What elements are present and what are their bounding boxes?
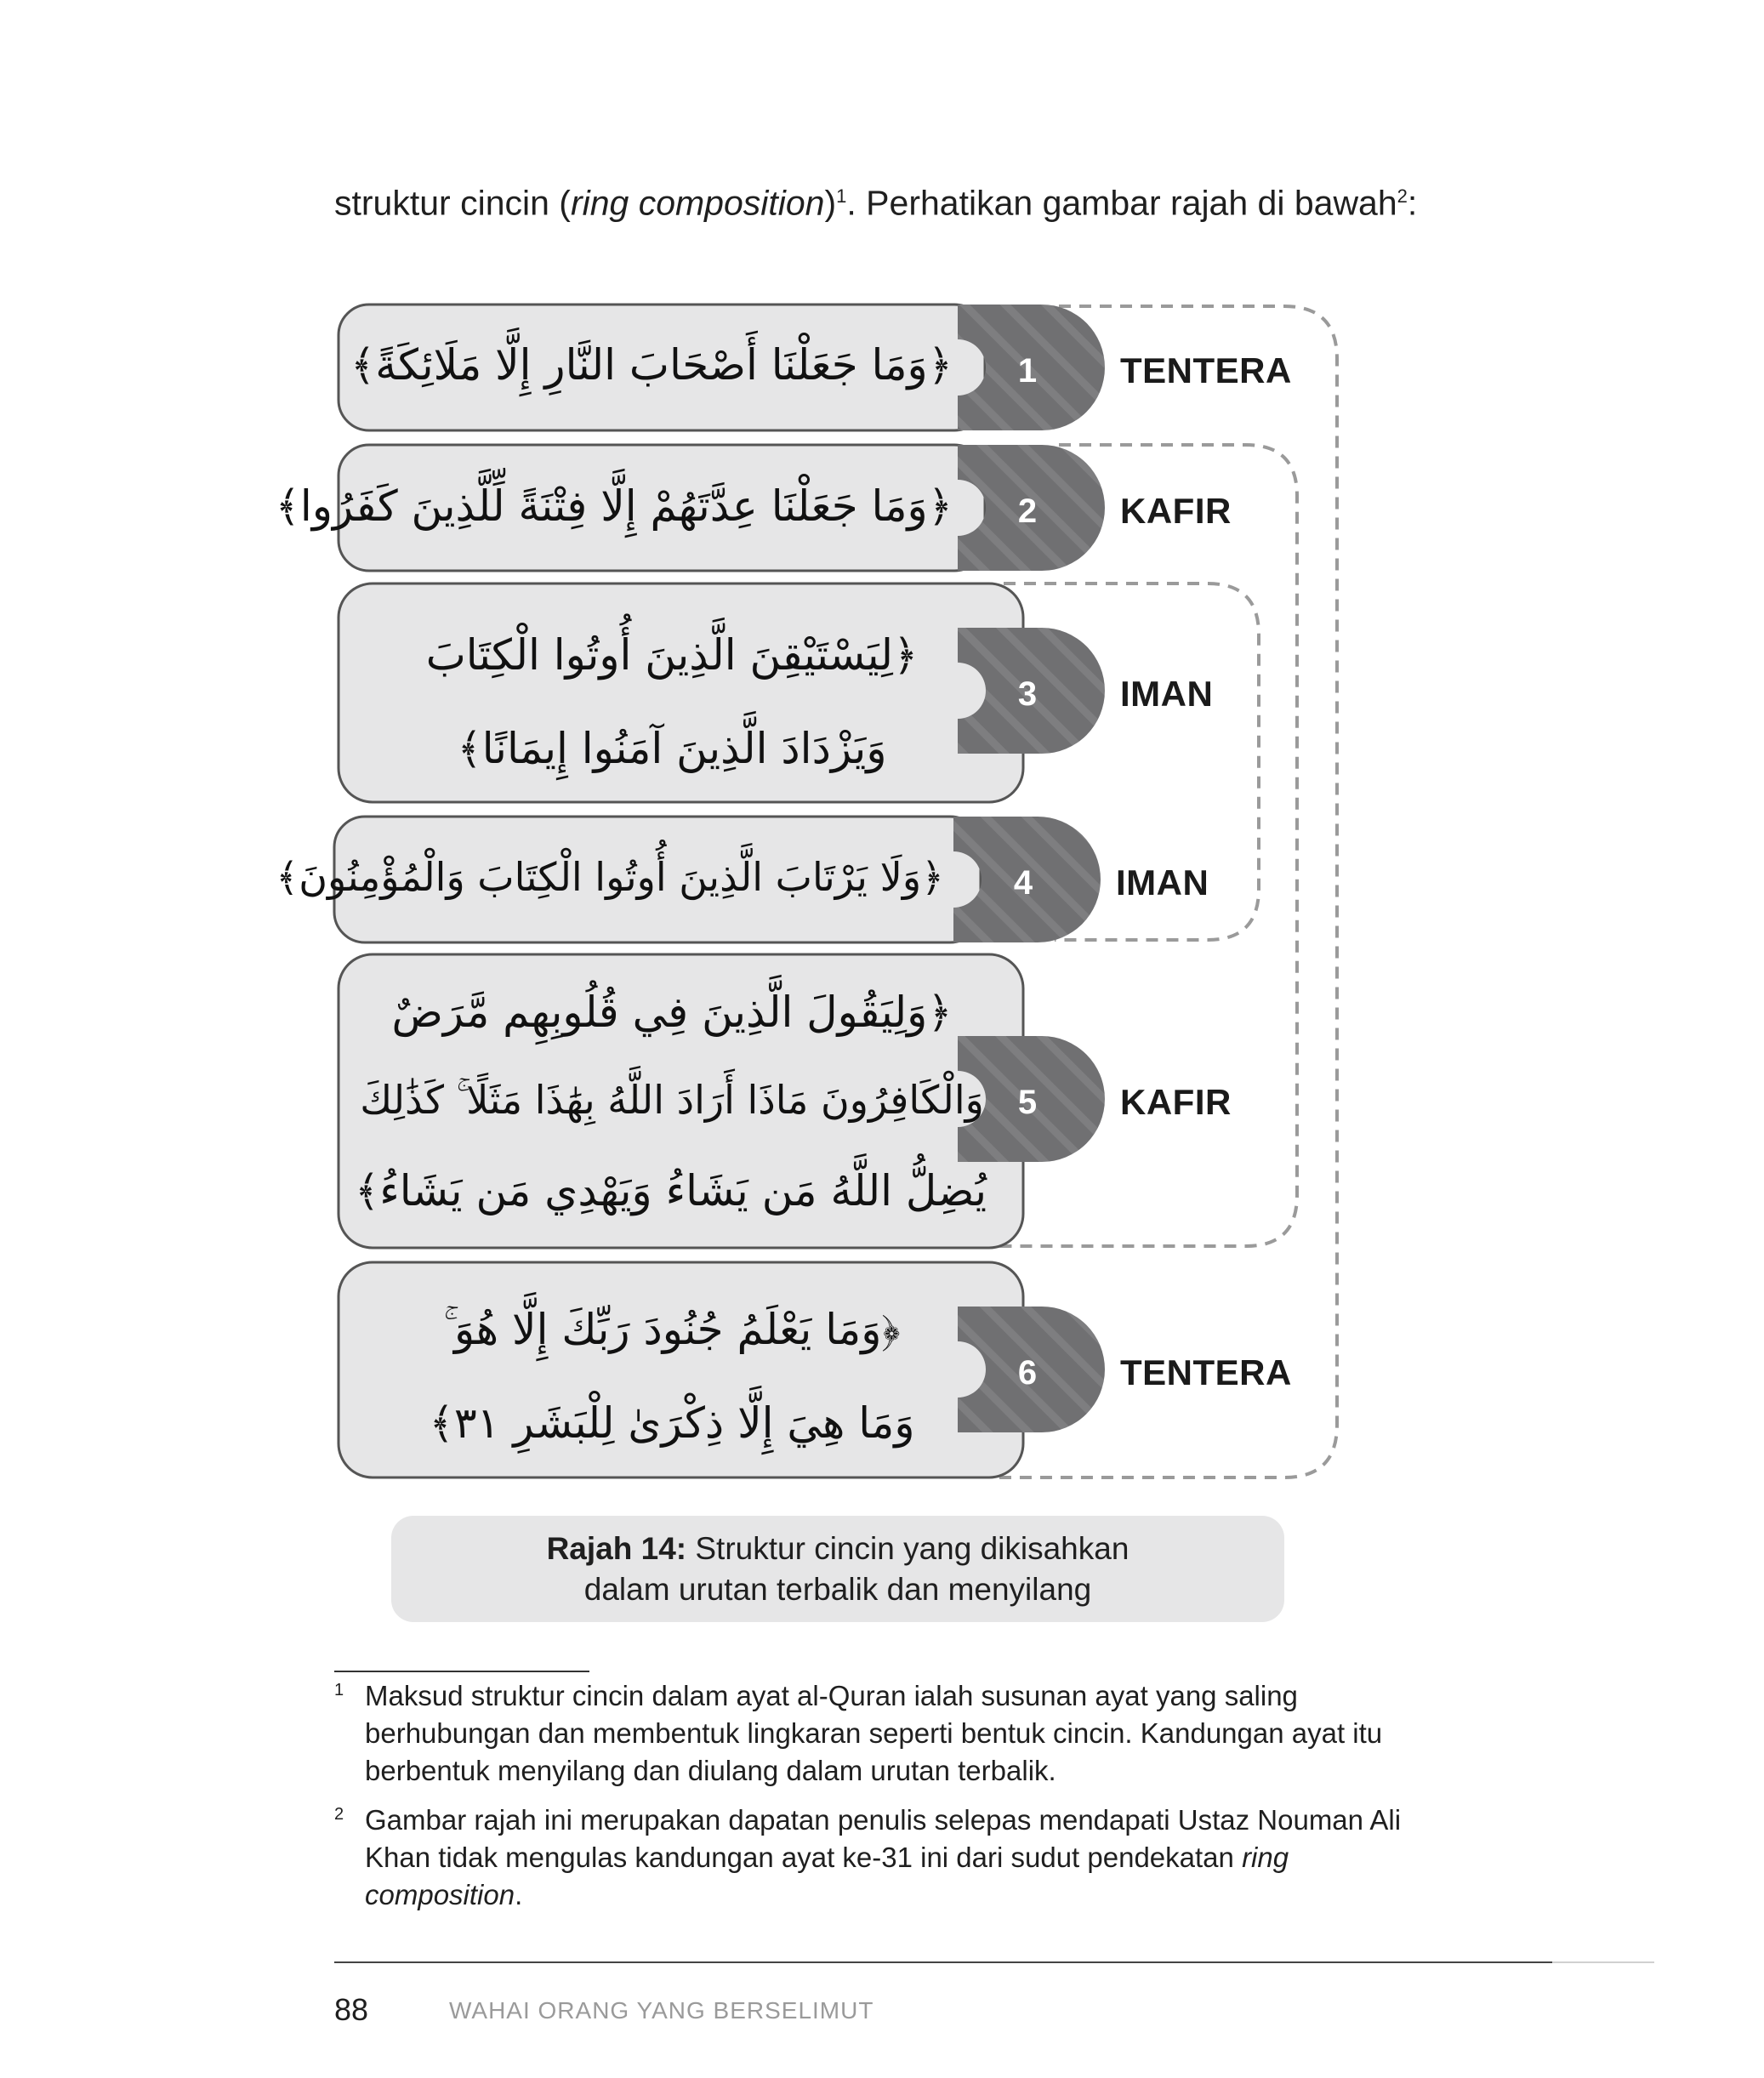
intro-text: struktur cincin ( — [334, 183, 571, 223]
intro-text: . Perhatikan gambar rajah di bawah — [846, 183, 1397, 223]
footer-rule-light — [1552, 1961, 1654, 1963]
figure-caption — [391, 1516, 1284, 1622]
row-label-4: IMAN — [1116, 863, 1209, 902]
row-number-1: 1 — [1017, 352, 1038, 390]
row-number-6: 6 — [1017, 1354, 1038, 1392]
verse-3-line-1: ﴿لِيَسْتَيْقِنَ الَّذِينَ أُوتُوا الْكِتَابَ — [425, 630, 919, 680]
footnote-text: Maksud struktur cincin dalam ayat al-Quran ialah susunan ayat yang saling berhubungan dan membentuk lingkaran seperti bentuk cincin. Kandungan ayat itu berbentuk menyilang dan diulang dalam urutan terbalik. — [365, 1680, 1383, 1786]
verse-5-line-1: ﴿وَلِيَقُولَ الَّذِينَ فِي قُلُوبِهِم مَّرَضٌ — [391, 988, 953, 1037]
verse-5-line-2: وَالْكَافِرُونَ مَاذَا أَرَادَ اللَّهُ بِهَٰذَا مَثَلًا ۚ كَذَٰلِكَ — [360, 1077, 984, 1123]
intro-text: : — [1407, 183, 1418, 223]
page-number: 88 — [334, 1992, 369, 2027]
verse-1-line-1: ﴿وَمَا جَعَلْنَا أَصْحَابَ النَّارِ إِلَّا مَلَائِكَةً﴾ — [350, 340, 953, 390]
footnote-divider — [334, 1671, 589, 1672]
footer-rule — [334, 1961, 1552, 1963]
row-number-3: 3 — [1017, 675, 1038, 713]
row-number-5: 5 — [1017, 1084, 1038, 1121]
verse-2-line-1: ﴿وَمَا جَعَلْنَا عِدَّتَهُمْ إِلَّا فِتْنَةً لِّلَّذِينَ كَفَرُوا﴾ — [275, 481, 953, 531]
intro-italic: ring composition — [570, 183, 825, 223]
footnote-marker: 1 — [334, 1681, 344, 1699]
verse-5-line-3: يُضِلُّ اللَّهُ مَن يَشَاءُ وَيَهْدِي مَن يَشَاءُ﴾ — [355, 1166, 987, 1215]
row-number-4: 4 — [1013, 864, 1033, 902]
row-number-2: 2 — [1017, 492, 1038, 530]
row-label-1: TENTERA — [1120, 350, 1292, 390]
verse-3-line-2: وَيَزْدَادَ الَّذِينَ آمَنُوا إِيمَانًا﴾ — [457, 724, 887, 773]
footnote-1 — [334, 1677, 1440, 1790]
row-label-6: TENTERA — [1120, 1352, 1292, 1392]
row-label-5: KAFIR — [1120, 1082, 1232, 1122]
footnote-ref-2[interactable]: 2 — [1397, 185, 1408, 207]
caption-line-2: dalam urutan terbalik dan menyilang — [583, 1571, 1092, 1607]
verse-4-line-1: ﴿وَلَا يَرْتَابَ الَّذِينَ أُوتُوا الْكِتَابَ وَالْمُؤْمِنُونَ﴾ — [276, 854, 944, 900]
footnote-2 — [334, 1802, 1440, 1914]
row-label-2: KAFIR — [1120, 491, 1232, 531]
running-title: WAHAI ORANG YANG BERSELIMUT — [449, 1997, 874, 2024]
row-label-3: IMAN — [1120, 674, 1214, 714]
caption-line-1 — [391, 1529, 1284, 1569]
caption-label: Rajah 14: — [546, 1530, 687, 1566]
verse-6-line-2: وَمَا هِيَ إِلَّا ذِكْرَىٰ لِلْبَشَرِ ٣١﴾ — [429, 1398, 915, 1448]
footnote-marker: 2 — [334, 1805, 344, 1824]
intro-text: ) — [824, 183, 837, 223]
caption-text: Struktur cincin yang dikisahkan — [686, 1530, 1130, 1566]
footnote-ref-1[interactable]: 1 — [836, 185, 847, 207]
footnote-text: Gambar rajah ini merupakan dapatan penulis selepas mendapati Ustaz Nouman Ali Khan tidak mengulas kandungan ayat ke-31 ini dari sudut pendekatan ring composition. — [365, 1804, 1402, 1910]
verse-6-line-1: ﴿وَمَا يَعْلَمُ جُنُودَ رَبِّكَ إِلَّا هُوَ ۚ — [443, 1305, 901, 1354]
